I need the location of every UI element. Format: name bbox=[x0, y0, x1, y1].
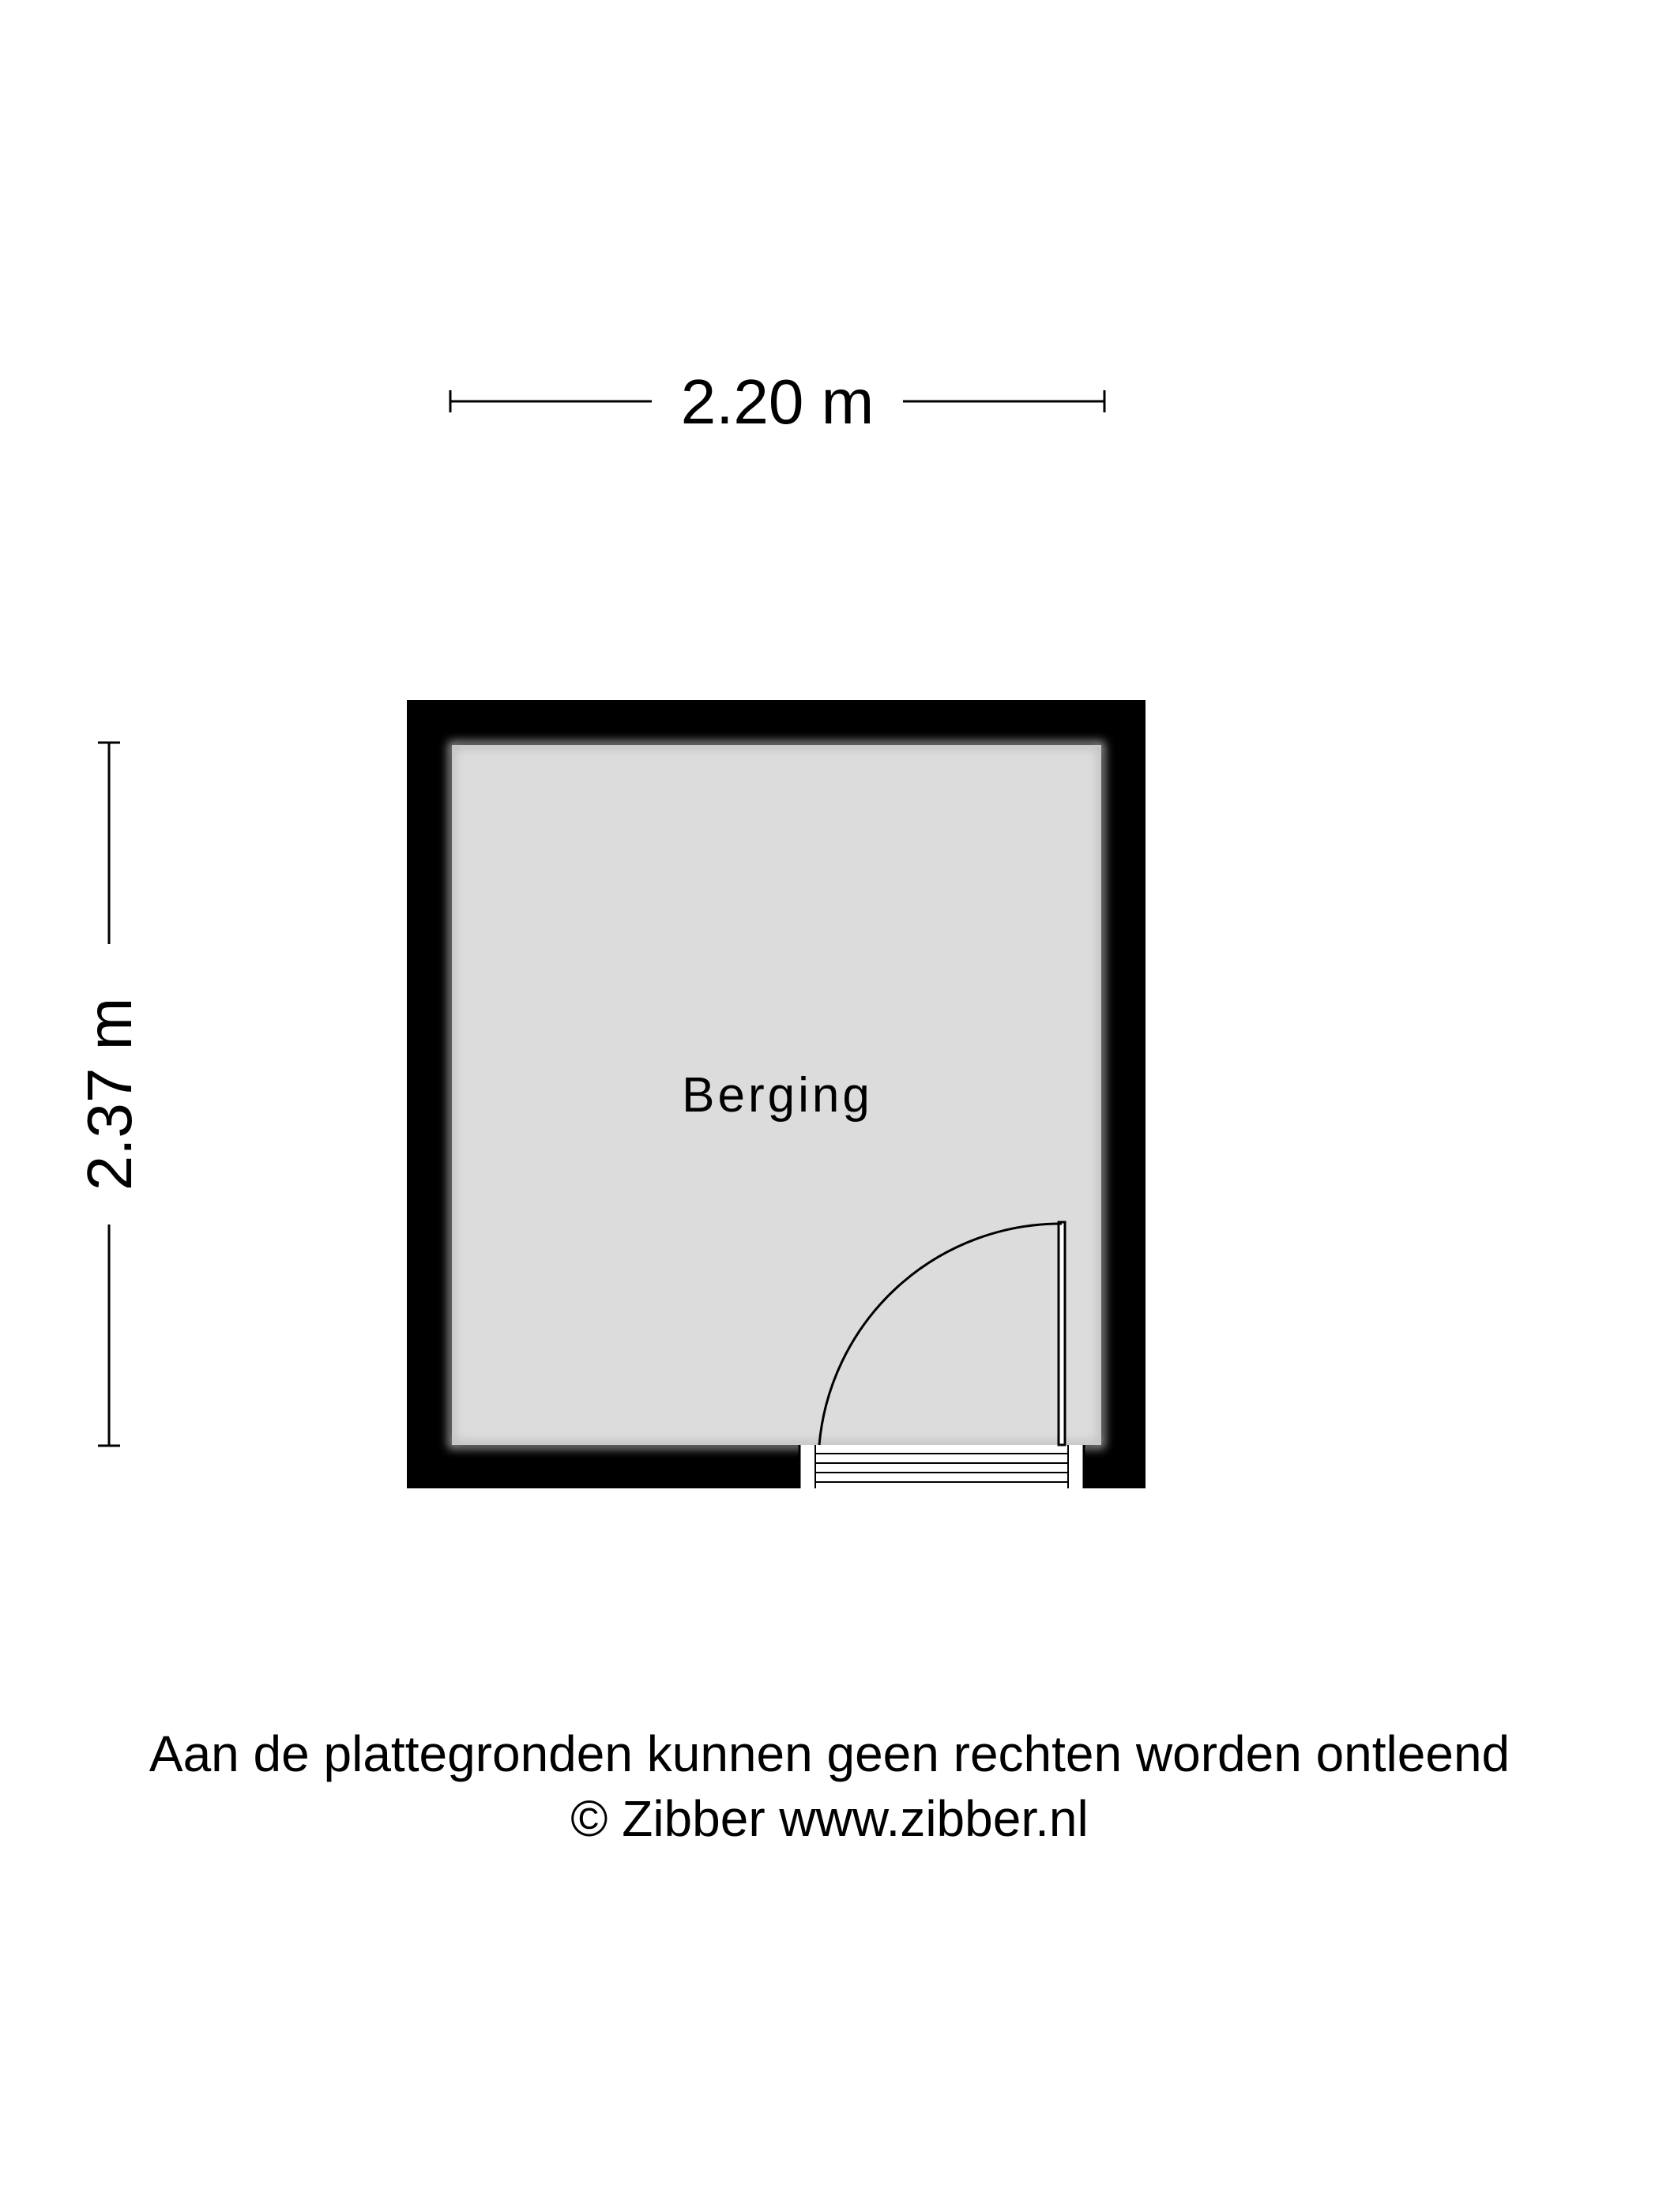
copyright-text: © Zibber www.zibber.nl bbox=[570, 1790, 1089, 1847]
height-dimension bbox=[74, 743, 145, 1446]
door-opening bbox=[799, 1445, 1084, 1488]
disclaimer-text: Aan de plattegronden kunnen geen rechten worden ontleend bbox=[149, 1725, 1510, 1782]
height-dimension-label: 2.37 m bbox=[74, 997, 145, 1191]
width-dimension bbox=[450, 367, 1104, 437]
room-label: Berging bbox=[682, 1068, 873, 1123]
width-dimension-label: 2.20 m bbox=[680, 367, 875, 437]
